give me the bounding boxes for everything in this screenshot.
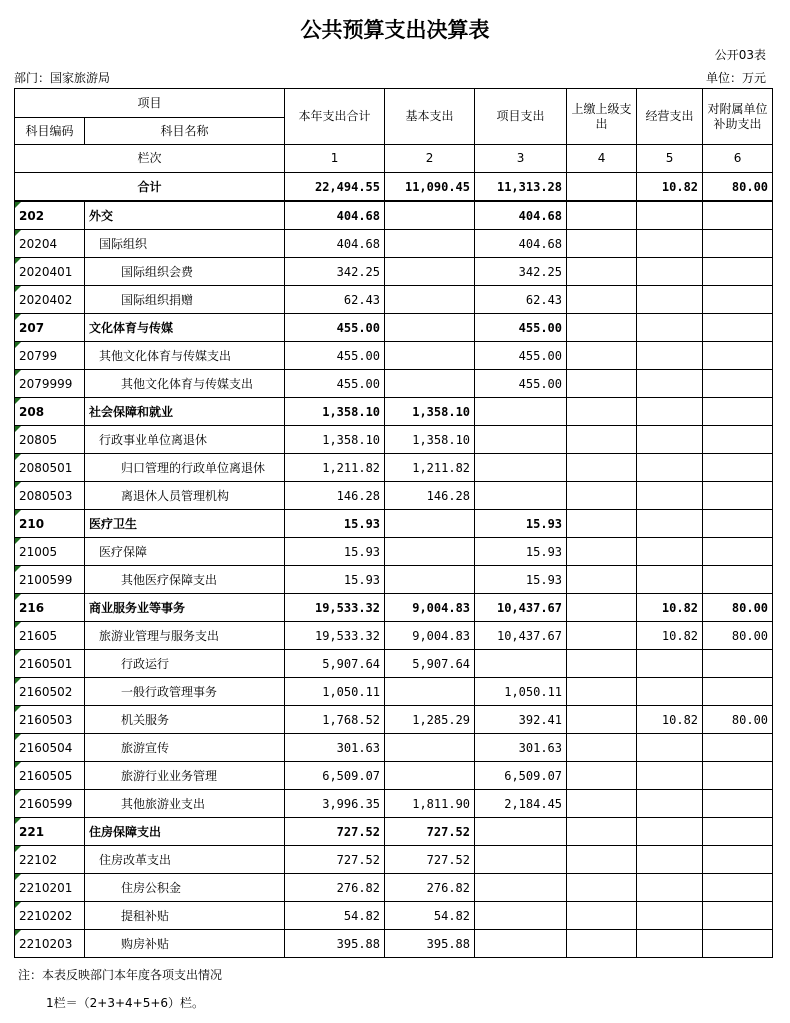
row-code: 2210202 <box>15 902 85 930</box>
table-row <box>15 230 773 258</box>
row-upper <box>567 706 637 734</box>
row-project: 455.00 <box>475 342 567 370</box>
row-total: 54.82 <box>285 902 385 930</box>
table-row <box>15 538 773 566</box>
col-num-1: 1 <box>285 145 385 173</box>
row-name: 购房补贴 <box>85 930 285 958</box>
row-total: 5,907.64 <box>285 650 385 678</box>
header-basic: 基本支出 <box>385 89 475 145</box>
total-upper <box>567 173 637 202</box>
row-upper <box>567 454 637 482</box>
row-upper <box>567 482 637 510</box>
table-row <box>15 510 773 538</box>
row-project: 301.63 <box>475 734 567 762</box>
row-name: 住房保障支出 <box>85 818 285 846</box>
row-basic <box>385 762 475 790</box>
row-total: 1,768.52 <box>285 706 385 734</box>
row-business <box>637 930 703 958</box>
row-project: 404.68 <box>475 230 567 258</box>
header-name: 科目名称 <box>85 118 285 145</box>
row-basic: 1,211.82 <box>385 454 475 482</box>
header-code: 科目编码 <box>15 118 85 145</box>
row-code: 20204 <box>15 230 85 258</box>
row-project: 455.00 <box>475 314 567 342</box>
header-business: 经营支出 <box>637 89 703 145</box>
row-subsidy <box>703 734 773 762</box>
row-project: 6,509.07 <box>475 762 567 790</box>
row-subsidy <box>703 370 773 398</box>
row-total: 15.93 <box>285 566 385 594</box>
row-subsidy: 80.00 <box>703 594 773 622</box>
row-business: 10.82 <box>637 706 703 734</box>
table-row <box>15 930 773 958</box>
row-upper <box>567 846 637 874</box>
table-row <box>15 426 773 454</box>
row-name: 医疗保障 <box>85 538 285 566</box>
row-code: 221 <box>15 818 85 846</box>
row-subsidy <box>703 650 773 678</box>
row-basic <box>385 538 475 566</box>
row-upper <box>567 538 637 566</box>
row-name: 社会保障和就业 <box>85 398 285 426</box>
row-code: 2160505 <box>15 762 85 790</box>
row-subsidy <box>703 258 773 286</box>
table-row <box>15 342 773 370</box>
row-name: 国际组织会费 <box>85 258 285 286</box>
total-total: 22,494.55 <box>285 173 385 202</box>
row-subsidy <box>703 201 773 230</box>
row-business <box>637 286 703 314</box>
row-project: 62.43 <box>475 286 567 314</box>
row-subsidy <box>703 678 773 706</box>
row-project <box>475 902 567 930</box>
row-project: 1,050.11 <box>475 678 567 706</box>
row-code: 2020402 <box>15 286 85 314</box>
row-name: 行政事业单位离退休 <box>85 426 285 454</box>
row-name: 旅游行业业务管理 <box>85 762 285 790</box>
row-basic: 54.82 <box>385 902 475 930</box>
budget-expenditure-table <box>14 88 773 958</box>
row-code: 2210203 <box>15 930 85 958</box>
header-subsidy: 对附属单位补助支出 <box>703 89 773 145</box>
table-row <box>15 818 773 846</box>
total-business: 10.82 <box>637 173 703 202</box>
department-label: 部门：国家旅游局 <box>14 71 111 85</box>
table-row <box>15 454 773 482</box>
row-upper <box>567 510 637 538</box>
row-total: 727.52 <box>285 818 385 846</box>
row-code: 2080501 <box>15 454 85 482</box>
row-business <box>637 818 703 846</box>
row-project <box>475 846 567 874</box>
row-upper <box>567 650 637 678</box>
row-business <box>637 201 703 230</box>
row-business <box>637 426 703 454</box>
row-total: 1,211.82 <box>285 454 385 482</box>
row-code: 21605 <box>15 622 85 650</box>
row-name: 归口管理的行政单位离退休 <box>85 454 285 482</box>
table-row <box>15 706 773 734</box>
header-upper: 上缴上级支出 <box>567 89 637 145</box>
row-basic <box>385 370 475 398</box>
row-basic: 1,358.10 <box>385 426 475 454</box>
row-business <box>637 454 703 482</box>
row-total: 301.63 <box>285 734 385 762</box>
table-row <box>15 790 773 818</box>
row-code: 2020401 <box>15 258 85 286</box>
row-code: 2160502 <box>15 678 85 706</box>
table-row <box>15 650 773 678</box>
row-upper <box>567 286 637 314</box>
row-project <box>475 650 567 678</box>
row-code: 20799 <box>15 342 85 370</box>
row-upper <box>567 594 637 622</box>
row-code: 210 <box>15 510 85 538</box>
row-total: 455.00 <box>285 370 385 398</box>
row-upper <box>567 398 637 426</box>
row-basic: 727.52 <box>385 818 475 846</box>
total-label: 合计 <box>15 173 285 202</box>
row-code: 2210201 <box>15 874 85 902</box>
row-basic <box>385 258 475 286</box>
row-upper <box>567 622 637 650</box>
row-subsidy <box>703 762 773 790</box>
row-name: 其他文化体育与传媒支出 <box>85 342 285 370</box>
row-upper <box>567 370 637 398</box>
row-upper <box>567 258 637 286</box>
row-code: 2100599 <box>15 566 85 594</box>
table-row <box>15 594 773 622</box>
row-code: 2160503 <box>15 706 85 734</box>
row-total: 1,358.10 <box>285 426 385 454</box>
row-code: 207 <box>15 314 85 342</box>
row-code: 21005 <box>15 538 85 566</box>
row-business <box>637 678 703 706</box>
row-project <box>475 454 567 482</box>
col-num-3: 3 <box>475 145 567 173</box>
row-total: 1,358.10 <box>285 398 385 426</box>
total-subsidy: 80.00 <box>703 173 773 202</box>
row-project <box>475 874 567 902</box>
row-total: 1,050.11 <box>285 678 385 706</box>
unit-label: 单位：万元 <box>705 71 766 85</box>
row-business <box>637 370 703 398</box>
row-business <box>637 258 703 286</box>
row-basic: 395.88 <box>385 930 475 958</box>
page-title: 公共预算支出决算表 <box>300 17 490 42</box>
row-code: 2160504 <box>15 734 85 762</box>
row-total: 455.00 <box>285 314 385 342</box>
header-columns-label: 栏次 <box>15 145 285 173</box>
col-num-5: 5 <box>637 145 703 173</box>
table-row <box>15 201 773 230</box>
row-total: 146.28 <box>285 482 385 510</box>
row-business: 10.82 <box>637 594 703 622</box>
row-total: 62.43 <box>285 286 385 314</box>
row-subsidy <box>703 818 773 846</box>
row-subsidy <box>703 482 773 510</box>
row-basic: 276.82 <box>385 874 475 902</box>
row-total: 15.93 <box>285 538 385 566</box>
row-upper <box>567 230 637 258</box>
row-basic <box>385 314 475 342</box>
row-subsidy <box>703 398 773 426</box>
row-total: 404.68 <box>285 201 385 230</box>
row-basic: 9,004.83 <box>385 622 475 650</box>
row-name: 国际组织捐赠 <box>85 286 285 314</box>
row-basic <box>385 566 475 594</box>
total-row <box>15 173 773 202</box>
row-basic <box>385 201 475 230</box>
row-upper <box>567 566 637 594</box>
row-code: 2079999 <box>15 370 85 398</box>
row-project <box>475 482 567 510</box>
col-num-2: 2 <box>385 145 475 173</box>
row-code: 20805 <box>15 426 85 454</box>
table-row <box>15 398 773 426</box>
row-subsidy <box>703 454 773 482</box>
table-row <box>15 258 773 286</box>
row-project: 10,437.67 <box>475 594 567 622</box>
row-subsidy <box>703 874 773 902</box>
row-subsidy <box>703 930 773 958</box>
row-subsidy <box>703 230 773 258</box>
row-business <box>637 566 703 594</box>
row-name: 医疗卫生 <box>85 510 285 538</box>
row-basic: 146.28 <box>385 482 475 510</box>
row-business <box>637 874 703 902</box>
row-business <box>637 790 703 818</box>
table-row <box>15 314 773 342</box>
total-project: 11,313.28 <box>475 173 567 202</box>
row-project: 455.00 <box>475 370 567 398</box>
row-project: 15.93 <box>475 538 567 566</box>
row-code: 2080503 <box>15 482 85 510</box>
row-basic: 5,907.64 <box>385 650 475 678</box>
row-upper <box>567 930 637 958</box>
row-basic <box>385 678 475 706</box>
col-num-6: 6 <box>703 145 773 173</box>
row-project <box>475 818 567 846</box>
row-name: 其他文化体育与传媒支出 <box>85 370 285 398</box>
row-project: 2,184.45 <box>475 790 567 818</box>
row-basic <box>385 230 475 258</box>
col-num-4: 4 <box>567 145 637 173</box>
row-name: 一般行政管理事务 <box>85 678 285 706</box>
row-business <box>637 650 703 678</box>
table-row <box>15 902 773 930</box>
row-name: 行政运行 <box>85 650 285 678</box>
row-total: 15.93 <box>285 510 385 538</box>
row-basic <box>385 286 475 314</box>
row-upper <box>567 818 637 846</box>
header-project: 项目支出 <box>475 89 567 145</box>
row-upper <box>567 874 637 902</box>
row-name: 国际组织 <box>85 230 285 258</box>
row-subsidy <box>703 846 773 874</box>
table-row <box>15 566 773 594</box>
row-subsidy <box>703 510 773 538</box>
total-basic: 11,090.45 <box>385 173 475 202</box>
row-code: 2160599 <box>15 790 85 818</box>
row-business <box>637 398 703 426</box>
table-row <box>15 846 773 874</box>
table-row <box>15 734 773 762</box>
row-business <box>637 762 703 790</box>
row-project <box>475 398 567 426</box>
row-total: 395.88 <box>285 930 385 958</box>
row-business: 10.82 <box>637 622 703 650</box>
row-name: 住房公积金 <box>85 874 285 902</box>
row-total: 3,996.35 <box>285 790 385 818</box>
row-total: 276.82 <box>285 874 385 902</box>
row-basic <box>385 510 475 538</box>
row-subsidy <box>703 426 773 454</box>
table-row <box>15 678 773 706</box>
row-business <box>637 510 703 538</box>
row-subsidy <box>703 566 773 594</box>
row-name: 离退休人员管理机构 <box>85 482 285 510</box>
row-name: 外交 <box>85 201 285 230</box>
row-total: 6,509.07 <box>285 762 385 790</box>
row-project: 15.93 <box>475 510 567 538</box>
table-row <box>15 286 773 314</box>
header-item: 项目 <box>15 89 285 118</box>
table-row <box>15 874 773 902</box>
row-subsidy <box>703 790 773 818</box>
row-business <box>637 538 703 566</box>
note-line-1: 注：本表反映部门本年度各项支出情况 <box>18 968 223 982</box>
row-code: 216 <box>15 594 85 622</box>
row-subsidy <box>703 902 773 930</box>
row-subsidy: 80.00 <box>703 706 773 734</box>
row-subsidy <box>703 286 773 314</box>
row-upper <box>567 342 637 370</box>
row-basic: 727.52 <box>385 846 475 874</box>
row-subsidy <box>703 314 773 342</box>
row-basic: 1,285.29 <box>385 706 475 734</box>
row-name: 住房改革支出 <box>85 846 285 874</box>
row-upper <box>567 678 637 706</box>
row-business <box>637 342 703 370</box>
row-business <box>637 902 703 930</box>
row-total: 342.25 <box>285 258 385 286</box>
row-total: 455.00 <box>285 342 385 370</box>
form-number: 公开03表 <box>714 48 766 62</box>
row-code: 202 <box>15 201 85 230</box>
row-basic <box>385 342 475 370</box>
table-row <box>15 762 773 790</box>
row-project: 404.68 <box>475 201 567 230</box>
row-project <box>475 930 567 958</box>
row-basic: 1,358.10 <box>385 398 475 426</box>
header-total: 本年支出合计 <box>285 89 385 145</box>
row-upper <box>567 314 637 342</box>
row-code: 208 <box>15 398 85 426</box>
row-name: 旅游宣传 <box>85 734 285 762</box>
row-project <box>475 426 567 454</box>
row-subsidy: 80.00 <box>703 622 773 650</box>
row-upper <box>567 201 637 230</box>
row-name: 其他旅游业支出 <box>85 790 285 818</box>
row-name: 机关服务 <box>85 706 285 734</box>
row-project: 342.25 <box>475 258 567 286</box>
row-total: 727.52 <box>285 846 385 874</box>
table-row <box>15 482 773 510</box>
row-upper <box>567 902 637 930</box>
row-code: 2160501 <box>15 650 85 678</box>
row-business <box>637 846 703 874</box>
row-total: 404.68 <box>285 230 385 258</box>
row-code: 22102 <box>15 846 85 874</box>
row-subsidy <box>703 538 773 566</box>
row-business <box>637 482 703 510</box>
row-name: 旅游业管理与服务支出 <box>85 622 285 650</box>
row-basic: 9,004.83 <box>385 594 475 622</box>
row-business <box>637 314 703 342</box>
table-row <box>15 370 773 398</box>
row-name: 商业服务业等事务 <box>85 594 285 622</box>
row-upper <box>567 426 637 454</box>
table-row <box>15 622 773 650</box>
row-upper <box>567 762 637 790</box>
row-name: 其他医疗保障支出 <box>85 566 285 594</box>
row-subsidy <box>703 342 773 370</box>
row-basic: 1,811.90 <box>385 790 475 818</box>
row-name: 提租补贴 <box>85 902 285 930</box>
row-project: 392.41 <box>475 706 567 734</box>
note-line-2: 1栏＝（2+3+4+5+6）栏。 <box>46 996 205 1010</box>
row-total: 19,533.32 <box>285 594 385 622</box>
row-total: 19,533.32 <box>285 622 385 650</box>
row-business <box>637 734 703 762</box>
row-business <box>637 230 703 258</box>
row-project: 10,437.67 <box>475 622 567 650</box>
row-upper <box>567 790 637 818</box>
row-project: 15.93 <box>475 566 567 594</box>
row-upper <box>567 734 637 762</box>
row-name: 文化体育与传媒 <box>85 314 285 342</box>
row-basic <box>385 734 475 762</box>
